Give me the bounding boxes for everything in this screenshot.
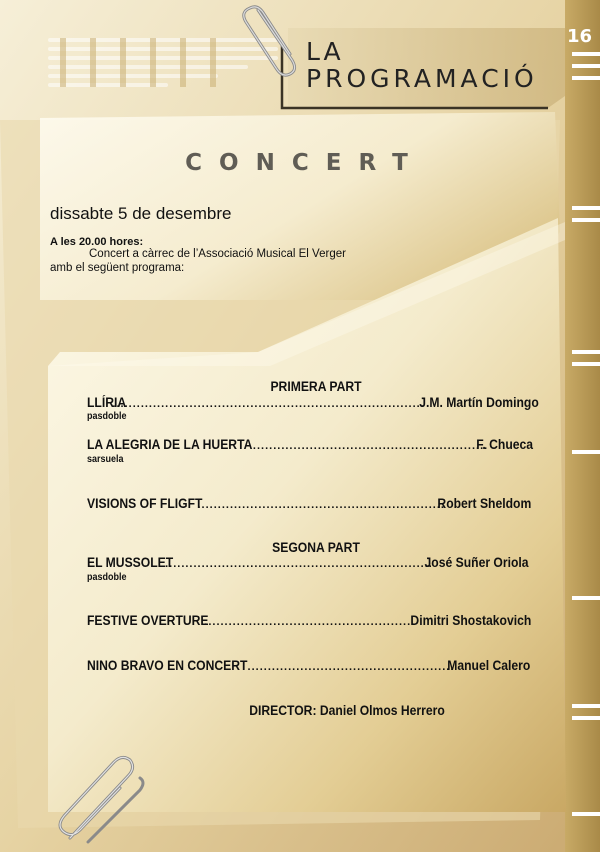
piece-title: LA ALEGRIA DE LA HUERTA — [87, 437, 253, 452]
event-date: dissabte 5 de desembre — [50, 204, 232, 223]
event-intro-line2: amb el següent programa: — [50, 262, 185, 274]
piece-genre: pasdoble — [87, 411, 127, 422]
concert-title: CONCERT — [185, 150, 425, 176]
program-item — [87, 395, 539, 410]
piece-title: EL MUSSOLET — [87, 555, 174, 570]
dot-leader — [253, 440, 488, 452]
piece-composer: F. Chueca — [476, 437, 533, 452]
dot-leader — [204, 616, 414, 628]
dot-leader — [112, 398, 424, 410]
event-time: A les 20.00 hores: — [50, 236, 144, 248]
part2-heading: SEGONA PART — [272, 540, 360, 555]
director-credit: DIRECTOR: Daniel Olmos Herrero — [249, 703, 445, 718]
piece-title: FESTIVE OVERTURE — [87, 613, 209, 628]
piece-composer: Robert Sheldom — [437, 496, 531, 511]
piece-composer: José Suñer Oriola — [425, 555, 529, 570]
piece-genre: pasdoble — [87, 572, 127, 583]
piece-title: LLÍRIA — [87, 395, 127, 410]
dot-leader — [248, 661, 456, 673]
program-item — [87, 437, 533, 452]
program-item — [87, 658, 530, 673]
program-item — [87, 613, 531, 628]
section-title-line2: PROGRAMACIÓ — [306, 64, 538, 93]
piece-composer: Dimitri Shostakovich — [410, 613, 531, 628]
dot-leader — [165, 558, 431, 570]
program-item — [87, 555, 529, 570]
piece-genre: sarsuela — [87, 454, 124, 465]
event-intro-line1: Concert a càrrec de l’Associació Musical El Verger — [89, 248, 346, 260]
piece-composer: Manuel Calero — [446, 658, 530, 673]
program-item — [87, 496, 531, 511]
dot-leader — [198, 499, 445, 511]
piece-composer: J.M. Martín Domingo — [419, 395, 539, 410]
piece-title: NINO BRAVO EN CONCERT — [87, 658, 248, 673]
section-title-line1: LA — [306, 37, 344, 66]
piece-title: VISIONS OF FLIGFT — [87, 496, 203, 511]
page-number: 16 — [566, 26, 592, 47]
part1-heading: PRIMERA PART — [270, 379, 362, 394]
